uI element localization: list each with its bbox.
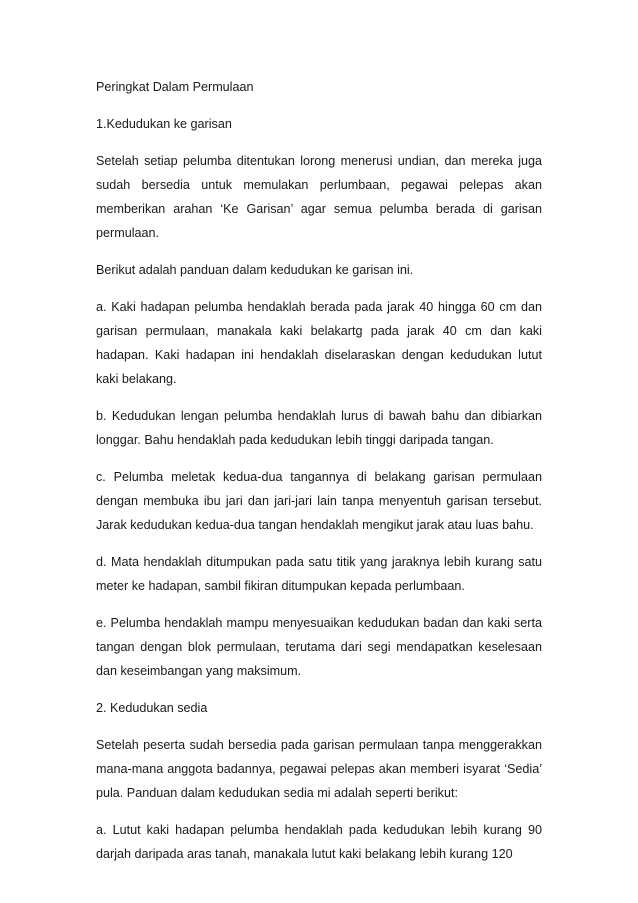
section-1-heading: 1.Kedudukan ke garisan [96, 117, 232, 131]
section-1-item-d: d. Mata hendaklah ditumpukan pada satu titik yang jaraknya lebih kurang satu meter ke hadapan, sambil fikiran ditumpukan kepada perlumbaan. [96, 555, 542, 593]
section-1-item-c: c. Pelumba meletak kedua-dua tangannya di belakang garisan permulaan dengan membuka ibu jari dan jari-jari lain tanpa menyentuh garisan tersebut. Jarak kedudukan kedua-dua tangan hendaklah mengikut jarak atau luas bahu. [96, 470, 542, 532]
section-1-item-b: b. Kedudukan lengan pelumba hendaklah lurus di bawah bahu dan dibiarkan longgar. Bahu hendaklah pada kedudukan lebih tinggi daripada tangan. [96, 409, 542, 447]
section-2-heading: 2. Kedudukan sedia [96, 701, 208, 715]
section-2-intro-paragraph: Setelah peserta sudah bersedia pada garisan permulaan tanpa menggerakkan mana-mana anggota badannya, pegawai pelepas akan memberi isyarat ‘Sedia’ pula. Panduan dalam kedudukan sedia mi adalah seperti berikut: [96, 738, 542, 800]
section-1-guide-paragraph: Berikut adalah panduan dalam kedudukan ke garisan ini. [96, 263, 414, 277]
section-1-intro-paragraph: Setelah setiap pelumba ditentukan lorong menerusi undian, dan mereka juga sudah bersedia untuk memulakan perlumbaan, pegawai pelepas akan memberikan arahan ‘Ke Garisan’ agar semua pelumba berada di garisan permulaan. [96, 154, 542, 240]
document-title: Peringkat Dalam Permulaan [96, 80, 254, 94]
section-2-item-a: a. Lutut kaki hadapan pelumba hendaklah pada kedudukan lebih kurang 90 darjah daripada aras tanah, manakala lutut kaki belakang lebih kurang 120 [96, 823, 542, 861]
section-1-item-a: a. Kaki hadapan pelumba hendaklah berada pada jarak 40 hingga 60 cm dan garisan permulaan, manakala kaki belakartg pada jarak 40 cm dan kaki hadapan. Kaki hadapan ini hendaklah diselaraskan dengan kedudukan lutut kaki belakang. [96, 300, 542, 386]
document-body [96, 75, 542, 879]
section-1-item-e: e. Pelumba hendaklah mampu menyesuaikan kedudukan badan dan kaki serta tangan dengan blok permulaan, terutama dari segi mendapatkan keselesaan dan keseimbangan yang maksimum. [96, 616, 542, 678]
